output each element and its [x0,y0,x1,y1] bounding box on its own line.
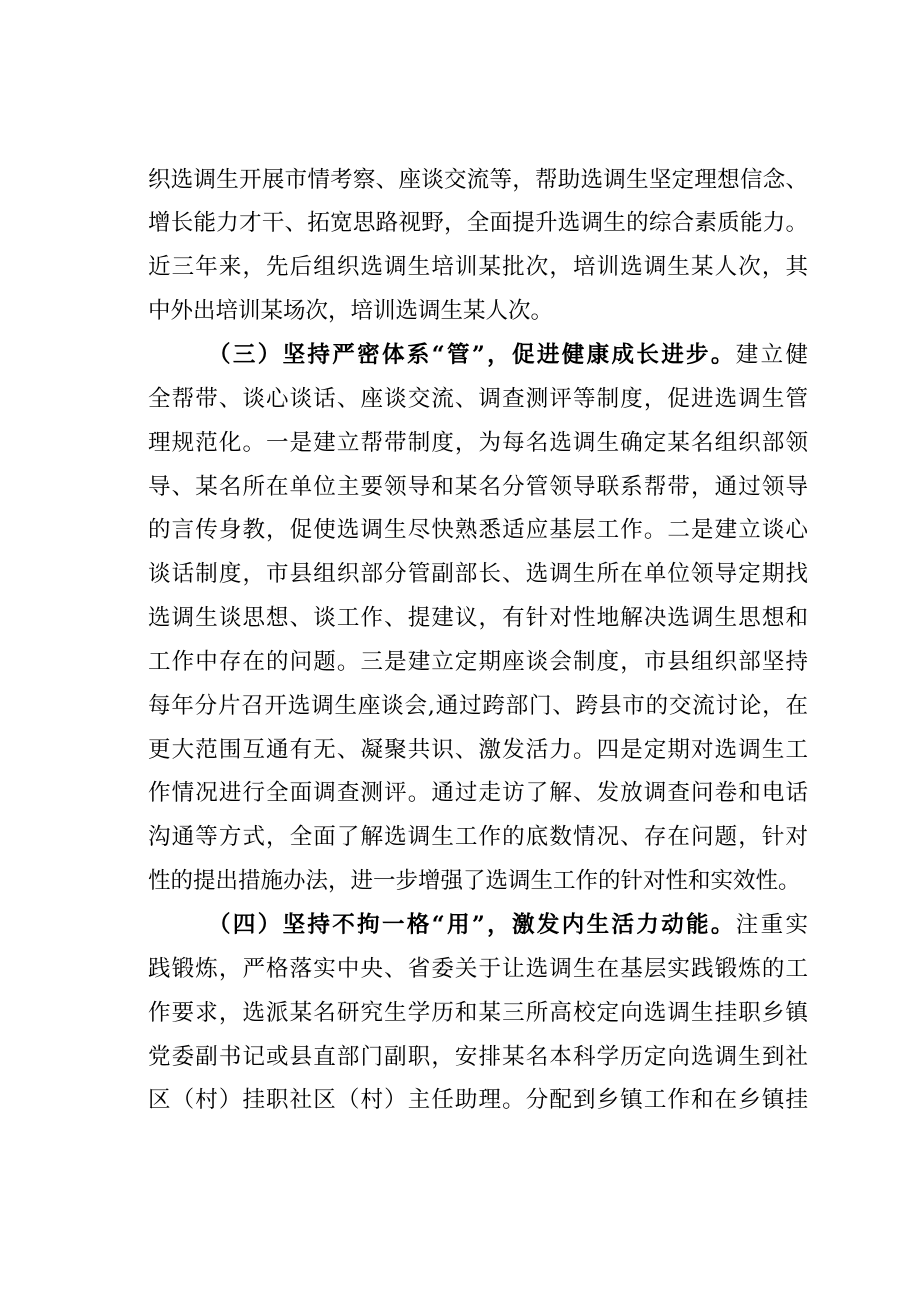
body-text-line: 党委副书记或县直部门副职，安排某名本科学历定向选调生到社 [148,1044,808,1070]
section-heading-line [208,337,808,373]
body-text-line: 区（村）挂职社区（村）主任助理。分配到乡镇工作和在乡镇挂 [148,1087,808,1113]
body-text-line: 近三年来，先后组织选调生培训某批次，培训选调生某人次，其 [148,254,808,280]
body-text-line: 导、某名所在单位主要领导和某名分管领导联系帮带，通过领导 [148,474,808,500]
body-text-line: 性的提出措施办法，进一步增强了选调生工作的针对性和实效性。 [148,868,801,894]
body-text-line: 理规范化。一是建立帮带制度，为每名选调生确定某名组织部领 [148,430,808,456]
body-text-line: 作情况进行全面调查测评。通过走访了解、发放调查问卷和电话 [148,780,808,806]
body-text-line: 的言传身教，促使选调生尽快熟悉适应基层工作。二是建立谈心 [148,517,808,543]
body-text-line: 全帮带、谈心谈话、座谈交流、调查测评等制度，促进选调生管 [148,386,808,412]
body-text-line: 中外出培训某场次，培训选调生某人次。 [148,298,554,324]
body-text-line: 增长能力才干、拓宽思路视野，全面提升选调生的综合素质能力。 [148,210,808,236]
body-text-line: 沟通等方式，全面了解选调生工作的底数情况、存在问题，针对 [148,824,808,850]
body-text-line: 每年分片召开选调生座谈会,通过跨部门、跨县市的交流讨论，在 [148,693,808,719]
body-text-line: 工作中存在的问题。三是建立定期座谈会制度，市县组织部坚持 [148,649,808,675]
body-text-run: 注重实 [735,912,808,938]
body-text-line: 织选调生开展市情考察、座谈交流等，帮助选调生坚定理想信念、 [148,167,808,193]
body-text-line: 践锻炼，严格落实中央、省委关于让选调生在基层实践锻炼的工 [148,956,808,982]
body-text-line: 选调生谈思想、谈工作、提建议，有针对性地解决选调生思想和 [148,605,808,631]
section-heading-4: （四）坚持不拘一格“用”，激发内生活力动能。 [208,912,736,938]
body-text-line: 作要求，选派某名研究生学历和某三所高校定向选调生挂职乡镇 [148,1000,808,1026]
body-text-line: 更大范围互通有无、凝聚共识、激发活力。四是定期对选调生工 [148,737,808,763]
body-text-run: 建立健 [735,342,808,368]
section-heading-line [208,907,808,943]
section-heading-3: （三）坚持严密体系“管”，促进健康成长进步。 [208,342,736,368]
body-text-line: 谈话制度，市县组织部分管副部长、选调生所在单位领导定期找 [148,561,808,587]
